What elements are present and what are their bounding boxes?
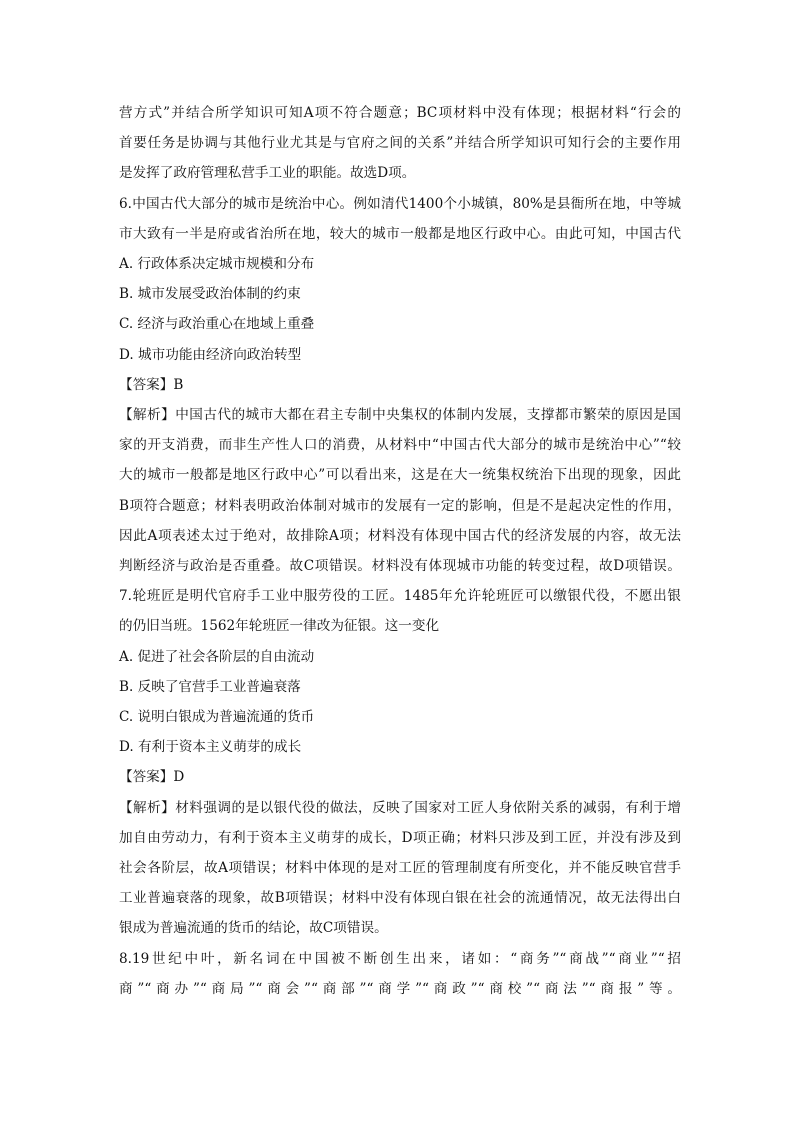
- question-6-stem: 市大致有一半是府或省治所在地，较大的城市一般都是地区行政中心。由此可知，中国古代: [119, 225, 681, 242]
- question-6-option-b: B. 城市发展受政治体制的约束: [119, 286, 301, 303]
- question-7-option-b: B. 反映了官营手工业普遍衰落: [119, 678, 301, 695]
- question-6-stem: 6.中国古代大部分的城市是统治中心。例如清代1400个小城镇，80%是县衙所在地，中等城: [119, 195, 681, 212]
- question-6-option-c: C. 经济与政治重心在地域上重叠: [119, 316, 315, 333]
- question-7-option-c: C. 说明白银成为普遍流通的货币: [119, 709, 315, 726]
- document-page: [119, 98, 681, 1004]
- question-6-answer: 【答案】B: [119, 376, 184, 393]
- text-line: 首要任务是协调与其他行业尤其是与官府之间的关系”并结合所学知识可知行会的主要作用: [119, 135, 681, 152]
- question-8-stem: 商”“商办”“商局”“商会”“商部”“商学”“商政”“商校”“商法”“商报”等。: [119, 980, 681, 997]
- question-6-analysis: 判断经济与政治是否重叠。故C项错误。材料没有体现城市功能的转变过程，故D项错误。: [119, 558, 681, 575]
- question-6-analysis: B项符合题意；材料表明政治体制对城市的发展有一定的影响，但是不是起决定性的作用，: [119, 497, 681, 514]
- question-7-analysis: 社会各阶层，故A项错误；材料中体现的是对工匠的管理制度有所变化，并不能反映官营手: [119, 860, 681, 877]
- question-6-option-a: A. 行政体系决定城市规模和分布: [119, 256, 315, 273]
- question-6-analysis: 大的城市一般都是地区行政中心”可以看出来，这是在大一统集权统治下出现的现象，因此: [119, 467, 681, 484]
- question-6-analysis: 因此A项表述太过于绝对，故排除A项；材料没有体现中国古代的经济发展的内容，故无法: [119, 527, 681, 544]
- question-7-analysis: 银成为普遍流通的货币的结论，故C项错误。: [119, 920, 388, 937]
- question-6-option-d: D. 城市功能由经济向政治转型: [119, 346, 302, 363]
- question-7-analysis: 工业普遍衰落的现象，故B项错误；材料中没有体现白银在社会的流通情况，故无法得出白: [119, 890, 681, 907]
- question-6-analysis: 【解析】中国古代的城市大都在君主专制中央集权的体制内发展，支撑都市繁荣的原因是国: [119, 407, 681, 424]
- question-7-analysis: 加自由劳动力，有利于资本主义萌芽的成长，D项正确；材料只涉及到工匠，并没有涉及到: [119, 829, 681, 846]
- question-7-option-d: D. 有利于资本主义萌芽的成长: [119, 739, 302, 756]
- question-8-stem: 8.19世纪中叶，新名词在中国被不断创生出来，诸如：“商务”“商战”“商业”“招: [119, 950, 681, 967]
- question-7-stem: 7.轮班匠是明代官府手工业中服劳役的工匠。1485年允许轮班匠可以缴银代役，不愿出银: [119, 588, 681, 605]
- text-line: 是发挥了政府管理私营手工业的职能。故选D项。: [119, 165, 416, 182]
- question-7-answer: 【答案】D: [119, 769, 185, 786]
- question-7-analysis: 【解析】材料强调的是以银代役的做法，反映了国家对工匠人身依附关系的减弱，有利于增: [119, 799, 681, 816]
- text-line: 营方式”并结合所学知识可知A项不符合题意；BC项材料中没有体现；根据材料“行会的: [119, 105, 681, 121]
- question-6-analysis: 家的开支消费，而非生产性人口的消费，从材料中“中国古代大部分的城市是统治中心”“较: [119, 437, 681, 454]
- question-7-option-a: A. 促进了社会各阶层的自由流动: [119, 648, 315, 665]
- question-7-stem: 的仍旧当班。1562年轮班匠一律改为征银。这一变化: [119, 618, 440, 635]
